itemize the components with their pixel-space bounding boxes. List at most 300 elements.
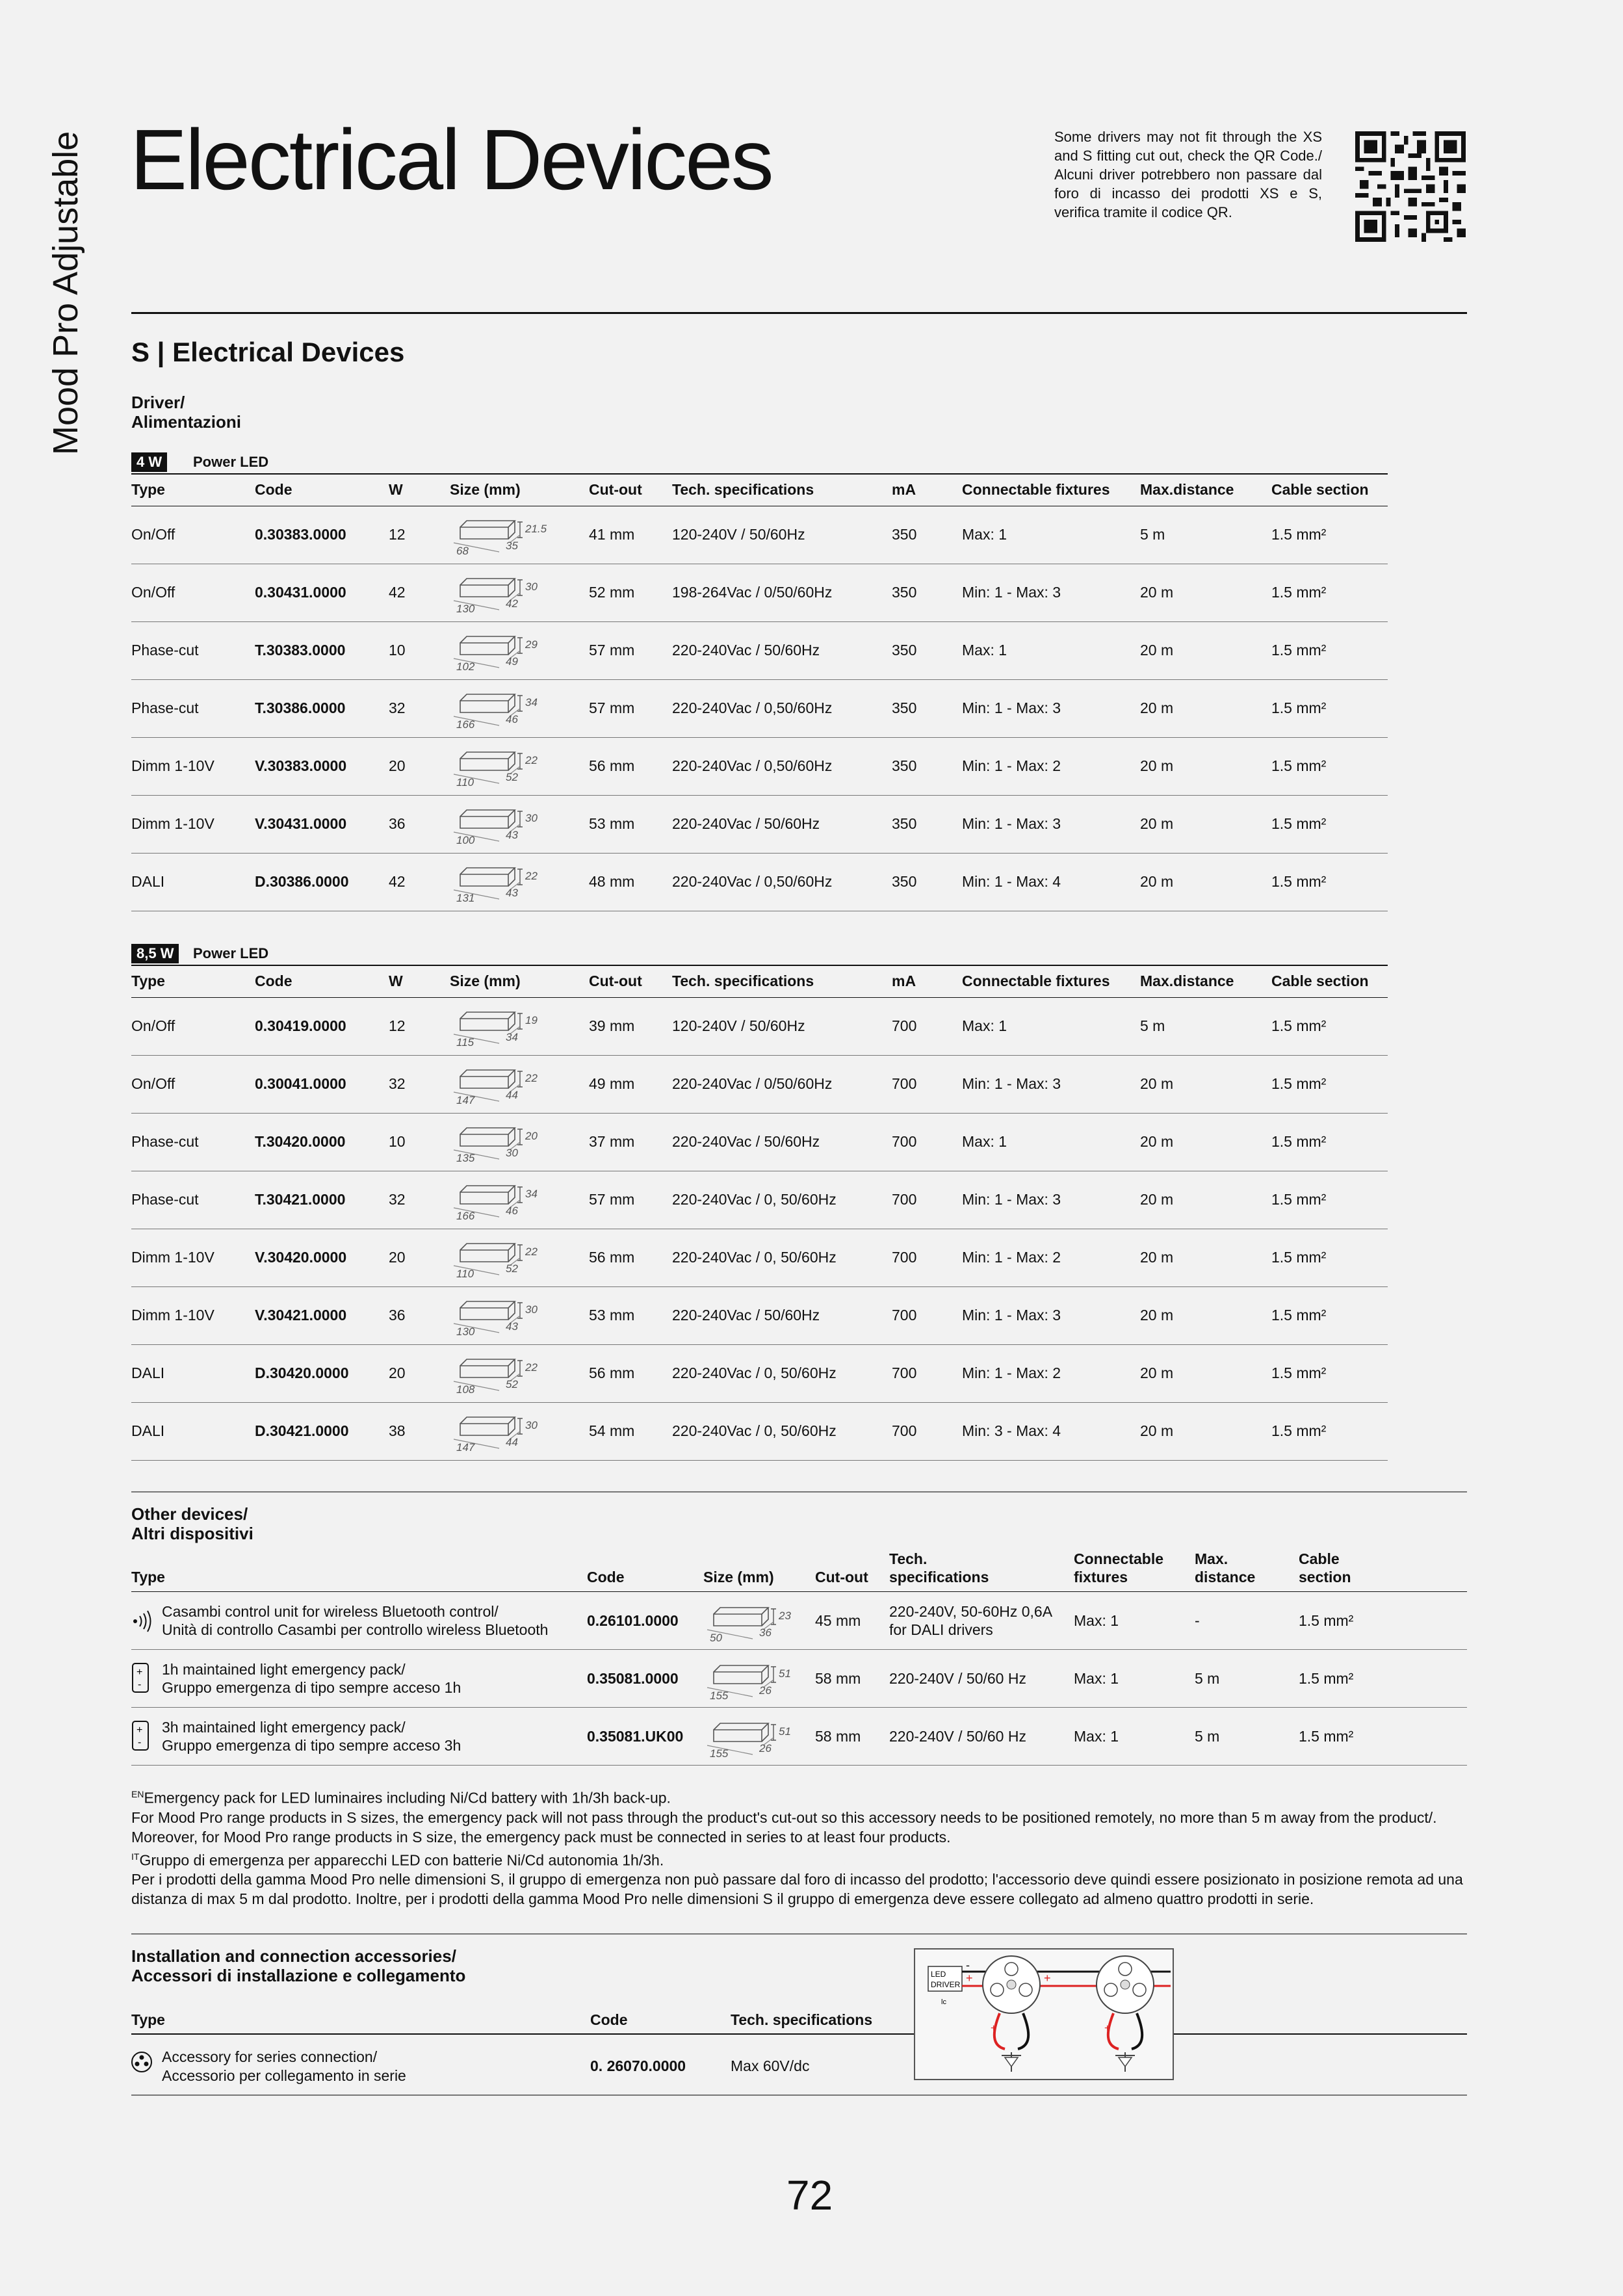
size-value: 110 (456, 776, 474, 787)
cell-w: 12 (389, 526, 406, 543)
cell-type: 1h maintained light emergency pack/ Gruppo emergenza di tipo sempre acceso 1h (162, 1661, 461, 1696)
cell-w: 32 (389, 1075, 406, 1092)
cell-type: DALI (131, 873, 165, 890)
cell-code: T.30383.0000 (255, 642, 346, 659)
cell-ma: 700 (892, 1191, 917, 1208)
cell-tech: 120-240V / 50/60Hz (672, 1017, 805, 1034)
cell-code: 0.35081.0000 (587, 1670, 679, 1687)
cell-type: On/Off (131, 1017, 175, 1034)
cell-cable: 1.5 mm² (1271, 584, 1327, 601)
cell-type: Phase-cut (131, 1191, 199, 1208)
size-diagram (701, 1718, 811, 1758)
svg-text:lc: lc (941, 1998, 946, 2006)
table-header: Type Code Size (mm) Cut-out Tech. specifications Connectable fixtures Max. distance Cable section (131, 1535, 1467, 1592)
cell-type: On/Off (131, 584, 175, 601)
cell-cutout: 56 mm (589, 757, 635, 774)
size-value: 22 (525, 1072, 538, 1084)
cell-fixtures: Min: 1 - Max: 3 (962, 815, 1061, 832)
cell-fixtures: Max: 1 (962, 1133, 1007, 1150)
cell-fixtures: Min: 1 - Max: 4 (962, 873, 1061, 890)
cell-cutout: 53 mm (589, 815, 635, 832)
cell-distance: 20 m (1140, 1191, 1174, 1208)
size-value: 108 (456, 1383, 475, 1394)
cell-type: Dimm 1-10V (131, 1307, 214, 1324)
cell-fixtures: Max: 1 (1074, 1728, 1119, 1745)
cell-code: V.30421.0000 (255, 1307, 347, 1324)
cell-fixtures: Min: 1 - Max: 2 (962, 757, 1061, 774)
badge-8-5w: 8,5 W (131, 944, 179, 963)
table-row (131, 1708, 1467, 1766)
cell-fixtures: Max: 1 (1074, 1670, 1119, 1687)
size-value: 34 (525, 696, 538, 709)
table-row (131, 1229, 1388, 1287)
cell-cutout: 56 mm (589, 1364, 635, 1381)
cell-cable: 1.5 mm² (1299, 1670, 1354, 1687)
size-value: 100 (456, 834, 475, 845)
size-value: 166 (456, 718, 475, 729)
svg-text:LED: LED (931, 1970, 946, 1979)
cell-w: 20 (389, 1364, 406, 1381)
column-header: Type (131, 972, 165, 989)
cell-code: D.30420.0000 (255, 1364, 349, 1381)
cell-ma: 700 (892, 1017, 917, 1034)
cell-distance: 20 m (1140, 1364, 1174, 1381)
cell-cable: 1.5 mm² (1271, 642, 1327, 659)
size-value: 21.5 (525, 523, 547, 535)
battery-icon (131, 1662, 149, 1694)
cell-w: 32 (389, 699, 406, 716)
install-col-code: Code (590, 2011, 628, 2028)
cell-tech: 198-264Vac / 0/50/60Hz (672, 584, 833, 601)
cell-tech: 220-240Vac / 0, 50/60Hz (672, 1364, 837, 1381)
cell-type: Dimm 1-10V (131, 1249, 214, 1266)
cell-cable: 1.5 mm² (1271, 1364, 1327, 1381)
cell-tech: 220-240Vac / 50/60Hz (672, 1307, 820, 1324)
size-value: 22 (525, 870, 538, 882)
cell-ma: 350 (892, 526, 917, 543)
drivers-table-8-5w (131, 965, 1388, 1461)
cell-w: 20 (389, 1249, 406, 1266)
cell-tech: 220-240Vac / 0, 50/60Hz (672, 1422, 837, 1439)
cell-distance: - (1195, 1612, 1200, 1629)
cell-cutout: 45 mm (815, 1612, 861, 1629)
cell-code: T.30386.0000 (255, 699, 346, 716)
cell-type: DALI (131, 1364, 165, 1381)
cell-ma: 350 (892, 584, 917, 601)
cell-w: 20 (389, 757, 406, 774)
svg-text:+: + (136, 1725, 143, 1736)
size-value: 110 (456, 1268, 474, 1279)
cell-cable: 1.5 mm² (1271, 699, 1327, 716)
size-value: 131 (456, 892, 475, 903)
cell-tech: 220-240Vac / 50/60Hz (672, 1133, 820, 1150)
cell-cable: 1.5 mm² (1271, 815, 1327, 832)
cell-cable: 1.5 mm² (1271, 1249, 1327, 1266)
size-diagram (447, 689, 558, 729)
cell-fixtures: Min: 1 - Max: 3 (962, 1307, 1061, 1324)
cell-fixtures: Max: 1 (962, 526, 1007, 543)
cell-code: 0.30431.0000 (255, 584, 346, 601)
size-value: 22 (525, 1361, 538, 1374)
cell-w: 10 (389, 642, 406, 659)
cell-type: Phase-cut (131, 699, 199, 716)
install-type: Accessory for series connection/ Accessorio per collegamento in serie (162, 2048, 406, 2084)
cell-tech: 220-240V / 50/60 Hz (889, 1728, 1026, 1745)
svg-text:-: - (138, 1737, 142, 1748)
cell-code: V.30431.0000 (255, 815, 347, 832)
cell-ma: 350 (892, 642, 917, 659)
size-value: 135 (456, 1152, 475, 1163)
cell-code: D.30386.0000 (255, 873, 349, 890)
cell-cutout: 48 mm (589, 873, 635, 890)
column-header: Cable section (1271, 972, 1369, 989)
cell-code: T.30420.0000 (255, 1133, 346, 1150)
size-value: 43 (506, 1320, 518, 1333)
install-col-tech: Tech. specifications (731, 2011, 873, 2028)
cell-cutout: 49 mm (589, 1075, 635, 1092)
size-diagram (701, 1602, 811, 1643)
cell-cable: 1.5 mm² (1299, 1612, 1354, 1629)
size-value: 115 (456, 1036, 474, 1047)
size-value: 102 (456, 660, 475, 672)
table-row (131, 564, 1388, 622)
cell-distance: 20 m (1140, 699, 1174, 716)
cell-code: 0.30419.0000 (255, 1017, 346, 1034)
cell-distance: 20 m (1140, 757, 1174, 774)
size-value: 130 (456, 1325, 475, 1337)
size-value: 26 (759, 1742, 772, 1755)
cell-distance: 5 m (1140, 526, 1165, 543)
badge-4w: 4 W (131, 452, 167, 472)
size-diagram (447, 631, 558, 672)
cell-cutout: 57 mm (589, 1191, 635, 1208)
cell-tech: 220-240Vac / 0, 50/60Hz (672, 1191, 837, 1208)
cell-ma: 700 (892, 1307, 917, 1324)
size-value: 30 (525, 581, 538, 593)
table-row (131, 1345, 1388, 1403)
cell-w: 12 (389, 1017, 406, 1034)
cell-distance: 5 m (1195, 1670, 1220, 1687)
size-value: 166 (456, 1210, 475, 1221)
size-value: 51 (779, 1667, 791, 1680)
size-value: 30 (525, 1303, 538, 1316)
cell-w: 10 (389, 1133, 406, 1150)
size-value: 23 (779, 1610, 791, 1622)
cell-tech: 220-240Vac / 50/60Hz (672, 815, 820, 832)
cell-tech: 220-240Vac / 0/50/60Hz (672, 1075, 833, 1092)
cell-tech: 220-240Vac / 0, 50/60Hz (672, 1249, 837, 1266)
group-label: Power LED (193, 945, 269, 961)
column-header: Cut-out (589, 972, 642, 989)
cell-w: 36 (389, 815, 406, 832)
cell-code: 0.30383.0000 (255, 526, 346, 543)
svg-text:-: - (138, 1679, 142, 1690)
size-diagram (447, 573, 558, 614)
size-value: 34 (525, 1188, 538, 1200)
cell-w: 36 (389, 1307, 406, 1324)
cell-distance: 20 m (1140, 1249, 1174, 1266)
column-header: W (389, 481, 403, 498)
cell-fixtures: Min: 1 - Max: 3 (962, 699, 1061, 716)
size-diagram (447, 515, 558, 556)
column-header: Cut-out (589, 481, 642, 498)
table-row (131, 1056, 1388, 1114)
column-header: Code (255, 972, 292, 989)
cell-cable: 1.5 mm² (1271, 526, 1327, 543)
cell-ma: 700 (892, 1075, 917, 1092)
cell-code: 0.35081.UK00 (587, 1728, 684, 1745)
cell-cutout: 41 mm (589, 526, 635, 543)
column-header: Size (mm) (450, 972, 521, 989)
size-value: 43 (506, 887, 518, 899)
size-value: 36 (759, 1626, 772, 1639)
size-diagram (447, 1065, 558, 1105)
sidebar-title: Mood Pro Adjustable (46, 131, 85, 455)
header-note: Some drivers may not fit through the XS and S fitting cut out, check the QR Code./ Alcuni driver potrebbero non passare dal foro di incasso dei prodotti XS e S, verifica tramite il codice QR. (1054, 129, 1322, 220)
size-value: 130 (456, 603, 475, 614)
svg-text:+: + (1044, 1972, 1051, 1985)
cell-fixtures: Max: 1 (962, 1017, 1007, 1034)
group-label: Power LED (193, 454, 269, 470)
size-value: 26 (759, 1684, 772, 1697)
column-header: Cable section (1271, 481, 1369, 498)
svg-text:+: + (966, 1972, 973, 1985)
size-diagram (447, 1181, 558, 1221)
cell-type: On/Off (131, 526, 175, 543)
install-col-type: Type (131, 2011, 165, 2028)
cell-cutout: 39 mm (589, 1017, 635, 1034)
size-value: 43 (506, 829, 518, 841)
cell-cutout: 58 mm (815, 1728, 861, 1745)
size-value: 51 (779, 1725, 791, 1738)
cell-code: D.30421.0000 (255, 1422, 349, 1439)
cell-ma: 700 (892, 1422, 917, 1439)
install-code: 0. 26070.0000 (590, 2057, 686, 2074)
size-value: 22 (525, 754, 538, 766)
cell-cutout: 54 mm (589, 1422, 635, 1439)
footnotes: $^{EN}$Emergency pack for LED luminaires including Ni/Cd battery with 1h/3h back-up. For Mood Pro range products in S sizes, the emergency pack will not pass through the product's cut-out so this accessory needs to be positioned remotely, no more than 5 m away from the product/. Moreover, for Mood Pro range products in S size, the emergency pack must be connected in series to at least four products. $^{IT}$Gruppo di emergenza per apparecchi LED con batterie Ni/Cd autonomia 1h/3h. Per i prodotti della gamma Mood Pro nelle dimensioni S, il gruppo di emergenza non può passare dal foro di incasso del prodotto; l'accessorio deve quindi essere posizionato in posizione remota ad una distanza di max 5 m dal prodotto. Inoltre, per i prodotti della gamma Mood Pro nelle dimensioni S il gruppo di emergenza deve essere collegato ad almeno quattro prodotti in serie. (131, 1784, 1467, 1909)
column-header: Max.distance (1140, 481, 1234, 498)
divider (131, 2033, 1467, 2035)
size-value: 52 (506, 1262, 518, 1275)
cell-cutout: 53 mm (589, 1307, 635, 1324)
cell-distance: 20 m (1140, 1075, 1174, 1092)
cell-tech: 220-240Vac / 0,50/60Hz (672, 699, 833, 716)
other-heading: Other devices/ Altri dispositivi (131, 1504, 253, 1543)
cell-cable: 1.5 mm² (1271, 1017, 1327, 1034)
cell-ma: 350 (892, 699, 917, 716)
column-header: Connectable fixtures (962, 972, 1110, 989)
column-header: Connectable fixtures (962, 481, 1110, 498)
cell-w: 32 (389, 1191, 406, 1208)
cell-distance: 20 m (1140, 1307, 1174, 1324)
table-row (131, 738, 1388, 796)
size-diagram (447, 1238, 558, 1279)
size-diagram (447, 1412, 558, 1452)
size-value: 42 (506, 597, 518, 610)
cell-distance: 20 m (1140, 1133, 1174, 1150)
column-header: Size (mm) (450, 481, 521, 498)
cell-cutout: 58 mm (815, 1670, 861, 1687)
size-value: 44 (506, 1436, 518, 1448)
cell-distance: 20 m (1140, 873, 1174, 890)
cell-distance: 5 m (1140, 1017, 1165, 1034)
cell-fixtures: Min: 1 - Max: 2 (962, 1249, 1061, 1266)
cell-type: Casambi control unit for wireless Bluetooth control/ Unità di controllo Casambi per controllo wireless Bluetooth (162, 1603, 549, 1638)
bluetooth-icon (131, 1610, 157, 1632)
table-row (131, 1171, 1388, 1229)
size-value: 46 (506, 1205, 518, 1217)
column-header: Code (255, 481, 292, 498)
cell-fixtures: Max: 1 (1074, 1612, 1119, 1629)
cell-fixtures: Min: 1 - Max: 3 (962, 1191, 1061, 1208)
cell-cutout: 57 mm (589, 699, 635, 716)
cell-fixtures: Min: 1 - Max: 3 (962, 1075, 1061, 1092)
cell-tech: 220-240Vac / 50/60Hz (672, 642, 820, 659)
cell-distance: 20 m (1140, 584, 1174, 601)
column-header: Type (131, 481, 165, 498)
column-header: W (389, 972, 403, 989)
size-diagram (701, 1660, 811, 1701)
cell-distance: 5 m (1195, 1728, 1220, 1745)
size-value: 147 (456, 1094, 475, 1105)
cell-type: Phase-cut (131, 1133, 199, 1150)
size-value: 35 (506, 540, 518, 552)
size-value: 29 (525, 638, 538, 651)
size-diagram (447, 747, 558, 787)
divider (131, 1933, 1467, 1935)
cell-cable: 1.5 mm² (1271, 757, 1327, 774)
cell-type: 3h maintained light emergency pack/ Gruppo emergenza di tipo sempre acceso 3h (162, 1719, 461, 1754)
other-devices-table (131, 1535, 1467, 1766)
footnote-it-body: Per i prodotti della gamma Mood Pro nelle dimensioni S, il gruppo di emergenza non può passare dal foro di incasso del prodotto; l'accessorio deve quindi essere posizionato in posizione remota ad una distanza di max 5 m dal prodotto. Inoltre, per i prodotti della gamma Mood Pro nelle dimensioni S il gruppo di emergenza deve essere collegato ad almeno quattro prodotti in serie. (131, 1871, 1463, 1908)
size-diagram (447, 1007, 558, 1047)
table-header (131, 965, 1388, 998)
cell-distance: 20 m (1140, 815, 1174, 832)
cell-w: 42 (389, 584, 406, 601)
svg-text:-: - (966, 1959, 970, 1972)
svg-text:+: + (136, 1667, 143, 1678)
cell-cable: 1.5 mm² (1299, 1728, 1354, 1745)
cell-distance: 20 m (1140, 642, 1174, 659)
table-row (131, 506, 1388, 564)
cell-fixtures: Max: 1 (962, 642, 1007, 659)
cell-code: V.30420.0000 (255, 1249, 347, 1266)
cell-tech: 220-240Vac / 0,50/60Hz (672, 757, 833, 774)
size-diagram (447, 1123, 558, 1163)
footnote-it-line: Gruppo di emergenza per apparecchi LED con batterie Ni/Cd autonomia 1h/3h. (139, 1851, 664, 1869)
cell-cutout: 56 mm (589, 1249, 635, 1266)
table-row (131, 1592, 1467, 1650)
svg-text:DRIVER: DRIVER (931, 1980, 961, 1989)
divider (131, 2094, 1467, 2096)
footnote-en-line: Emergency pack for LED luminaires including Ni/Cd battery with 1h/3h back-up. (144, 1789, 671, 1807)
drivers-heading: Driver/ Alimentazioni (131, 393, 242, 432)
table-row (131, 680, 1388, 738)
cell-cable: 1.5 mm² (1271, 1133, 1327, 1150)
cell-tech: 220-240V / 50/60 Hz (889, 1670, 1026, 1687)
header-rule (131, 312, 1467, 314)
size-value: 50 (710, 1632, 722, 1643)
size-value: 44 (506, 1089, 518, 1101)
table-row (131, 998, 1388, 1056)
cell-ma: 350 (892, 815, 917, 832)
cell-w: 42 (389, 873, 406, 890)
install-tech: Max 60V/dc (731, 2057, 810, 2074)
table-row (131, 854, 1388, 911)
cell-cutout: 57 mm (589, 642, 635, 659)
size-diagram (447, 863, 558, 903)
size-value: 52 (506, 1378, 518, 1390)
qr-code-icon[interactable] (1355, 131, 1466, 242)
size-value: 20 (525, 1130, 538, 1142)
size-value: 155 (710, 1747, 729, 1758)
cell-ma: 700 (892, 1249, 917, 1266)
footnote-en-body: For Mood Pro range products in S sizes, the emergency pack will not pass through the product's cut-out so this accessory needs to be positioned remotely, no more than 5 m away from the product/. Moreover, for Mood Pro range products in S size, the emergency pack must be connected in series to at least four products. (131, 1808, 1437, 1846)
cell-cutout: 52 mm (589, 584, 635, 601)
size-diagram (447, 1296, 558, 1337)
cell-ma: 700 (892, 1364, 917, 1381)
svg-text:+: + (1104, 2023, 1111, 2034)
cell-fixtures: Min: 1 - Max: 3 (962, 584, 1061, 601)
size-value: 30 (506, 1147, 518, 1159)
cell-ma: 350 (892, 873, 917, 890)
svg-text:+: + (991, 2023, 997, 2034)
size-value: 147 (456, 1441, 475, 1452)
cell-type: Dimm 1-10V (131, 757, 214, 774)
table-row (131, 1650, 1467, 1708)
column-header: Max.distance (1140, 972, 1234, 989)
cell-cable: 1.5 mm² (1271, 873, 1327, 890)
cell-distance: 20 m (1140, 1422, 1174, 1439)
connector-icon (130, 2050, 153, 2074)
divider (131, 1491, 1467, 1493)
size-value: 68 (456, 545, 469, 556)
drivers-table-4w (131, 473, 1388, 911)
table-row (131, 1114, 1388, 1171)
cell-cutout: 37 mm (589, 1133, 635, 1150)
size-diagram (447, 1354, 558, 1394)
wiring-diagram (914, 1948, 1174, 2080)
table-row (131, 622, 1388, 680)
cell-fixtures: Min: 3 - Max: 4 (962, 1422, 1061, 1439)
size-value: 49 (506, 655, 518, 668)
table-row (131, 796, 1388, 854)
column-header: mA (892, 972, 916, 989)
cell-code: V.30383.0000 (255, 757, 347, 774)
table-header (131, 473, 1388, 506)
column-header: mA (892, 481, 916, 498)
cell-type: On/Off (131, 1075, 175, 1092)
cell-ma: 350 (892, 757, 917, 774)
table-row (131, 1403, 1388, 1461)
column-header: Tech. specifications (672, 481, 814, 498)
cell-cable: 1.5 mm² (1271, 1307, 1327, 1324)
cell-type: DALI (131, 1422, 165, 1439)
install-heading: Installation and connection accessories/ Accessori di installazione e collegamento (131, 1946, 466, 1985)
cell-cable: 1.5 mm² (1271, 1075, 1327, 1092)
page-number: 72 (786, 2172, 833, 2219)
cell-tech: 120-240V / 50/60Hz (672, 526, 805, 543)
cell-code: 0.26101.0000 (587, 1612, 679, 1629)
size-value: 155 (710, 1689, 729, 1701)
size-value: 19 (525, 1014, 538, 1026)
battery-icon (131, 1719, 149, 1752)
cell-code: 0.30041.0000 (255, 1075, 346, 1092)
cell-cable: 1.5 mm² (1271, 1422, 1327, 1439)
size-value: 30 (525, 812, 538, 824)
cell-tech: 220-240V, 50-60Hz 0,6A for DALI drivers (889, 1603, 1053, 1638)
